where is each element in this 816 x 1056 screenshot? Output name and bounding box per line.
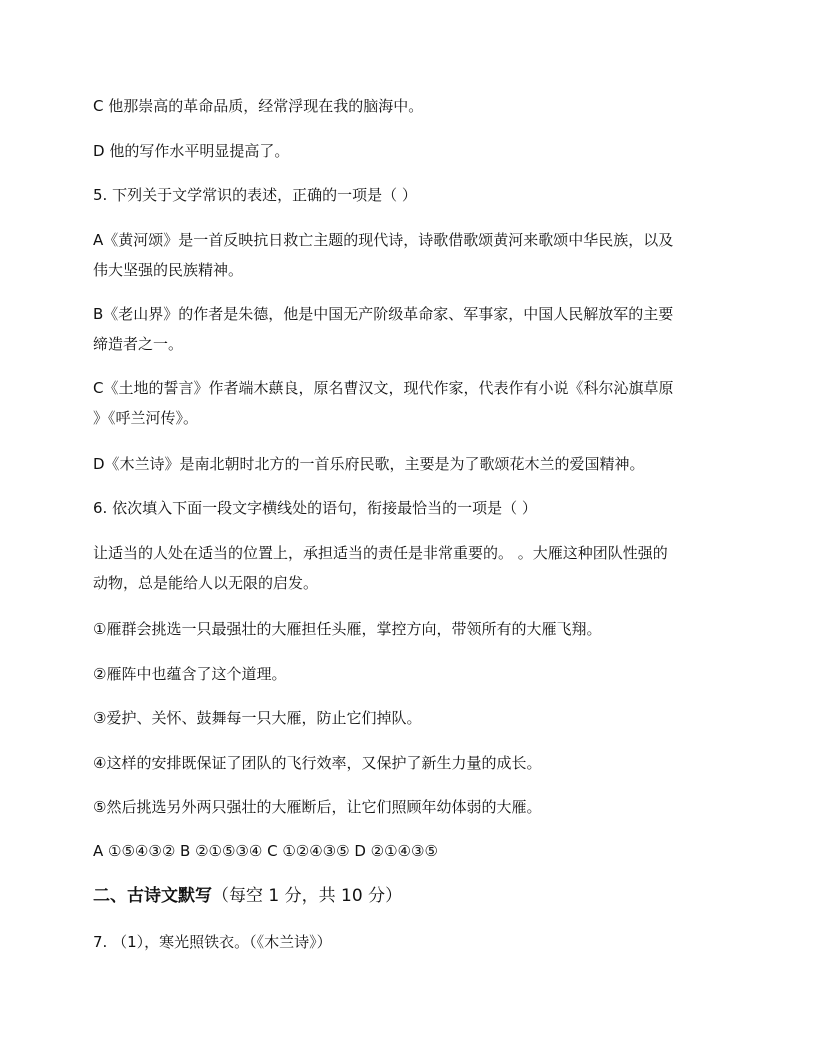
section-heading xyxy=(93,884,733,908)
option-d-q5: D《木兰诗》是南北朝时北方的一首乐府民歌，主要是为了歌颂花木兰的爱国精神。 xyxy=(93,455,645,473)
option-a-q5-line1: A《黄河颂》是一首反映抗日救亡主题的现代诗，诗歌借歌颂黄河来歌颂中华民族，以及 xyxy=(93,231,674,249)
option-c-q5-line1: C《土地的誓言》作者端木蕻良，原名曹汉文，现代作家，代表作有小说《科尔沁旗草原 xyxy=(93,379,674,397)
question-6: 6. 依次填入下面一段文字横线处的语句，衔接最恰当的一项是（ ） xyxy=(93,499,537,517)
option-c-q5-line2: 》《呼兰河传》。 xyxy=(93,409,199,427)
option-c-q4: C 他那崇高的革命品质，经常浮现在我的脑海中。 xyxy=(93,97,424,115)
question-7: 7. （1），寒光照铁衣。（《木兰诗》） xyxy=(93,933,332,951)
sentence-2: ②雁阵中也蕴含了这个道理。 xyxy=(93,665,287,683)
options-q6: A ①⑤④③② B ②①⑤③④ C ①②④③⑤ D ②①④③⑤ xyxy=(93,842,438,860)
option-a-q5-line2: 伟大坚强的民族精神。 xyxy=(93,261,244,279)
question-5: 5. 下列关于文学常识的表述，正确的一项是（ ） xyxy=(93,186,417,204)
option-d-q4: D 他的写作水平明显提高了。 xyxy=(93,142,290,160)
sentence-3: ③爱护、关怀、鼓舞每一只大雁，防止它们掉队。 xyxy=(93,709,422,727)
option-b-q5-line1: B《老山界》的作者是朱德，他是中国无产阶级革命家、军事家，中国人民解放军的主要 xyxy=(93,305,674,323)
section-title: 二、古诗文默写 xyxy=(93,886,212,906)
sentence-4: ④这样的安排既保证了团队的飞行效率，又保护了新生力量的成长。 xyxy=(93,754,542,772)
passage-q6-line2: 动物，总是能给人以无限的启发。 xyxy=(93,574,319,592)
option-b-q5-line2: 缔造者之一。 xyxy=(93,335,184,353)
passage-q6-line1: 让适当的人处在适当的位置上，承担适当的责任是非常重要的。 。大雁这种团队性强的 xyxy=(93,544,668,562)
sentence-5: ⑤然后挑选另外两只强壮的大雁断后，让它们照顾年幼体弱的大雁。 xyxy=(93,798,542,816)
section-note: （每空 1 分，共 10 分） xyxy=(212,886,403,906)
sentence-1: ①雁群会挑选一只最强壮的大雁担任头雁，掌控方向，带领所有的大雁飞翔。 xyxy=(93,620,602,638)
